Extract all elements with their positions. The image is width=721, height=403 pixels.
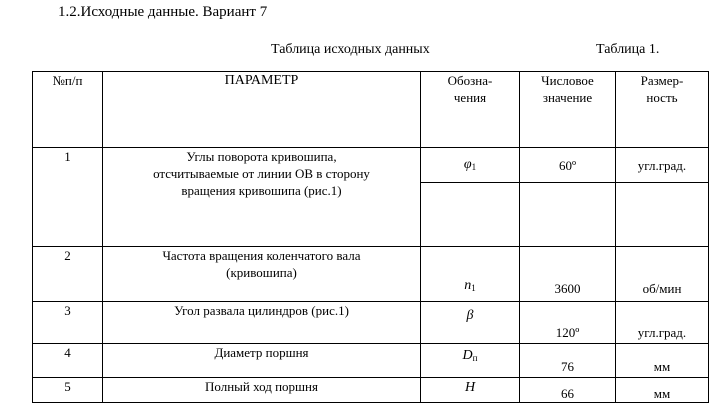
column-header-unit-line1: Размер- xyxy=(640,73,684,88)
row-symbol-main: φ xyxy=(463,156,472,172)
row-parameter-line1: Угол развала цилиндров (рис.1) xyxy=(174,303,349,318)
row-number: 1 xyxy=(33,148,103,247)
table-row xyxy=(33,302,709,344)
table-caption: Таблица исходных данных xyxy=(271,42,430,57)
table-row xyxy=(33,247,709,302)
column-header-unit xyxy=(616,72,709,148)
row-value: 76 xyxy=(520,344,616,378)
row-symbol-subscript: 1 xyxy=(471,283,476,293)
parameters-table xyxy=(32,71,709,403)
column-header-symbol-line1: Обозна- xyxy=(447,73,493,88)
column-header-symbol xyxy=(421,72,520,148)
row-value-blank xyxy=(520,183,616,247)
row-parameter-line1: Диаметр поршня xyxy=(214,345,309,360)
row-parameter-line3: вращения кривошипа (рис.1) xyxy=(181,183,342,198)
row-value: 120º xyxy=(520,302,616,344)
row-symbol xyxy=(421,247,520,302)
column-header-parameter-label: ПАРАМЕТР xyxy=(224,73,299,88)
row-parameter-line1: Углы поворота кривошипа, xyxy=(186,149,337,164)
row-number: 3 xyxy=(33,302,103,344)
row-unit: мм xyxy=(616,378,709,403)
table-number: Таблица 1. xyxy=(596,42,660,57)
row-symbol-main: n xyxy=(464,278,472,293)
row-number: 5 xyxy=(33,378,103,403)
row-parameter xyxy=(103,247,421,302)
column-header-unit-line2: ность xyxy=(646,90,678,105)
row-symbol-blank xyxy=(421,183,520,247)
row-parameter-line2: отсчитываемые от линии ОВ в сторону xyxy=(153,166,370,181)
table-row xyxy=(33,344,709,378)
row-value: 66 xyxy=(520,378,616,403)
table-row xyxy=(33,148,709,183)
row-unit: мм xyxy=(616,344,709,378)
row-symbol-main: D xyxy=(462,348,473,363)
column-header-value-line2: значение xyxy=(542,90,593,105)
row-symbol xyxy=(421,302,520,344)
column-header-number-label: №п/п xyxy=(52,73,83,88)
column-header-parameter xyxy=(103,72,421,148)
row-parameter-line1: Частота вращения коленчатого вала xyxy=(162,248,361,263)
row-symbol-subscript: п xyxy=(472,353,478,363)
row-parameter xyxy=(103,302,421,344)
row-symbol xyxy=(421,148,520,183)
row-number: 4 xyxy=(33,344,103,378)
row-value: 60º xyxy=(520,148,616,183)
column-header-symbol-line2: чения xyxy=(453,90,487,105)
table-row xyxy=(33,378,709,403)
row-value: 3600 xyxy=(520,247,616,302)
row-symbol-main: β xyxy=(466,308,474,323)
row-unit-blank xyxy=(616,183,709,247)
column-header-value-line1: Числовое xyxy=(541,73,594,88)
row-symbol-subscript: 1 xyxy=(471,161,477,172)
row-parameter-line2: (кривошипа) xyxy=(226,265,297,280)
row-parameter xyxy=(103,344,421,378)
row-symbol xyxy=(421,344,520,378)
row-unit: угл.град. xyxy=(616,148,709,183)
column-header-value xyxy=(520,72,616,148)
row-symbol-main: H xyxy=(464,380,476,395)
row-parameter xyxy=(103,148,421,247)
column-header-number xyxy=(33,72,103,148)
section-heading: 1.2.Исходные данные. Вариант 7 xyxy=(58,4,268,20)
row-parameter-line1: Полный ход поршня xyxy=(204,379,318,394)
row-parameter xyxy=(103,378,421,403)
row-unit: угл.град. xyxy=(616,302,709,344)
row-symbol xyxy=(421,378,520,403)
table-header-row xyxy=(33,72,709,148)
row-unit: об/мин xyxy=(616,247,709,302)
row-number: 2 xyxy=(33,247,103,302)
